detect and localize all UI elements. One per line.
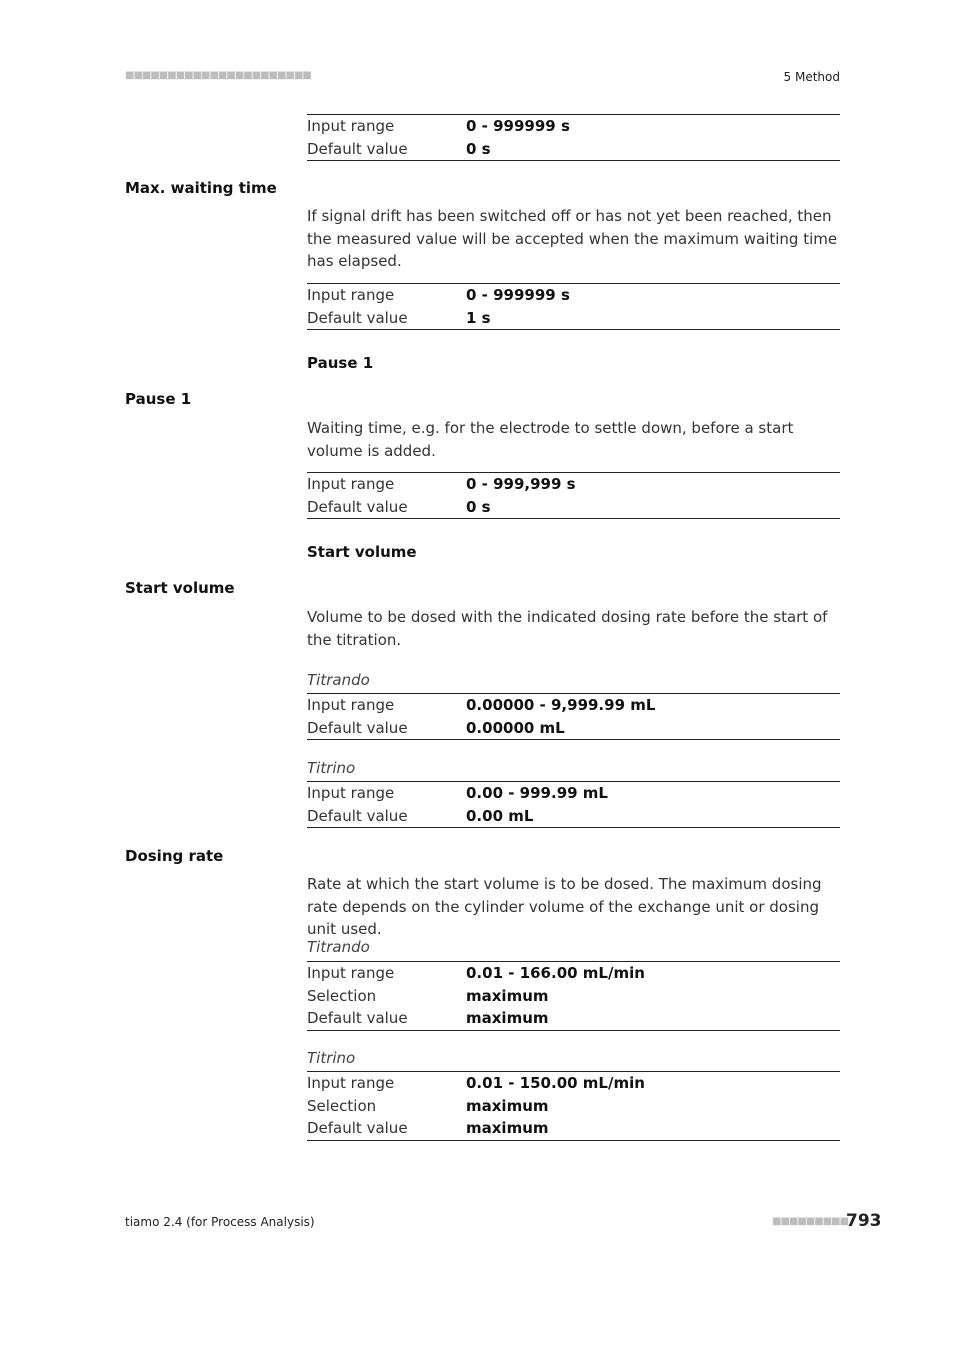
param-value: 1 s	[466, 308, 491, 327]
table-row	[307, 307, 840, 330]
param-label: Default value	[307, 139, 408, 158]
param-value: 0.01 - 166.00 mL/min	[466, 964, 645, 982]
param-label: Input range	[307, 696, 395, 714]
param-value: 0.00000 - 9,999.99 mL	[466, 696, 656, 714]
start-volume-titrando-table	[307, 693, 840, 740]
param-label: Input range	[307, 117, 395, 135]
pause1-table	[307, 472, 840, 519]
param-label: Default value	[307, 806, 408, 825]
table-row	[307, 473, 840, 496]
param-value: 0 - 999999 s	[466, 286, 570, 304]
param-value: maximum	[466, 1096, 549, 1115]
param-label: Input range	[307, 286, 395, 304]
device-label-titrando: Titrando	[307, 938, 370, 956]
param-value: maximum	[466, 1119, 549, 1137]
dosing-rate-titrino-table	[307, 1071, 840, 1141]
table-row	[307, 1007, 840, 1030]
start-volume-titrino-table	[307, 781, 840, 828]
device-label-titrino: Titrino	[307, 759, 356, 777]
param-label: Default value	[307, 1009, 408, 1027]
pause1-heading: Pause 1	[125, 390, 192, 408]
footer-product: tiamo 2.4 (for Process Analysis)	[125, 1215, 315, 1229]
footer-decoration: ■■■■■■■■■	[772, 1216, 849, 1227]
device-label-titrando: Titrando	[307, 671, 370, 689]
dosing-rate-heading: Dosing rate	[125, 847, 224, 865]
pause1-description: Waiting time, e.g. for the electrode to settle down, before a start volume is added.	[307, 419, 794, 460]
max-waiting-time-heading: Max. waiting time	[125, 179, 277, 197]
table-row	[307, 138, 840, 161]
param-label: Input range	[307, 784, 395, 802]
top-parameter-table	[307, 114, 840, 161]
table-row	[307, 284, 840, 307]
param-label: Default value	[307, 1119, 408, 1137]
start-volume-subheading: Start volume	[307, 543, 417, 561]
table-row	[307, 805, 840, 828]
page-number: 793	[846, 1211, 882, 1231]
param-label: Selection	[307, 1096, 377, 1115]
table-row	[307, 985, 840, 1008]
param-value: 0.00 mL	[466, 806, 534, 825]
param-label: Default value	[307, 497, 408, 516]
param-label: Selection	[307, 986, 377, 1005]
table-row	[307, 717, 840, 740]
param-value: 0 s	[466, 497, 491, 516]
table-row	[307, 1095, 840, 1118]
max-waiting-time-description: If signal drift has been switched off or has not yet been reached, then the measured value will be accepted when the maximum waiting time has elapsed.	[307, 207, 838, 270]
header-decoration: ■■■■■■■■■■■■■■■■■■■■■■	[125, 70, 311, 81]
running-header-section: 5 Method	[783, 70, 840, 84]
start-volume-heading: Start volume	[125, 579, 235, 597]
table-row	[307, 1072, 840, 1095]
param-label: Input range	[307, 964, 395, 982]
device-label-titrino: Titrino	[307, 1049, 356, 1067]
param-value: 0.00000 mL	[466, 718, 565, 737]
param-value: 0.00 - 999.99 mL	[466, 784, 608, 802]
table-row	[307, 496, 840, 519]
param-value: maximum	[466, 1009, 549, 1027]
pause1-subheading: Pause 1	[307, 354, 374, 372]
table-row	[307, 694, 840, 717]
table-row	[307, 115, 840, 138]
dosing-rate-titrando-table	[307, 961, 840, 1031]
param-value: 0 - 999,999 s	[466, 475, 576, 493]
param-value: 0.01 - 150.00 mL/min	[466, 1074, 645, 1092]
start-volume-description: Volume to be dosed with the indicated dosing rate before the start of the titration.	[307, 608, 828, 649]
param-label: Default value	[307, 718, 408, 737]
param-label: Input range	[307, 1074, 395, 1092]
dosing-rate-description: Rate at which the start volume is to be dosed. The maximum dosing rate depends on the cylinder volume of the exchange unit or dosing unit used.	[307, 875, 822, 938]
table-row	[307, 962, 840, 985]
param-value: maximum	[466, 986, 549, 1005]
param-value: 0 s	[466, 139, 491, 158]
table-row	[307, 782, 840, 805]
max-waiting-time-table	[307, 283, 840, 330]
param-label: Input range	[307, 475, 395, 493]
param-label: Default value	[307, 308, 408, 327]
table-row	[307, 1117, 840, 1140]
param-value: 0 - 999999 s	[466, 117, 570, 135]
